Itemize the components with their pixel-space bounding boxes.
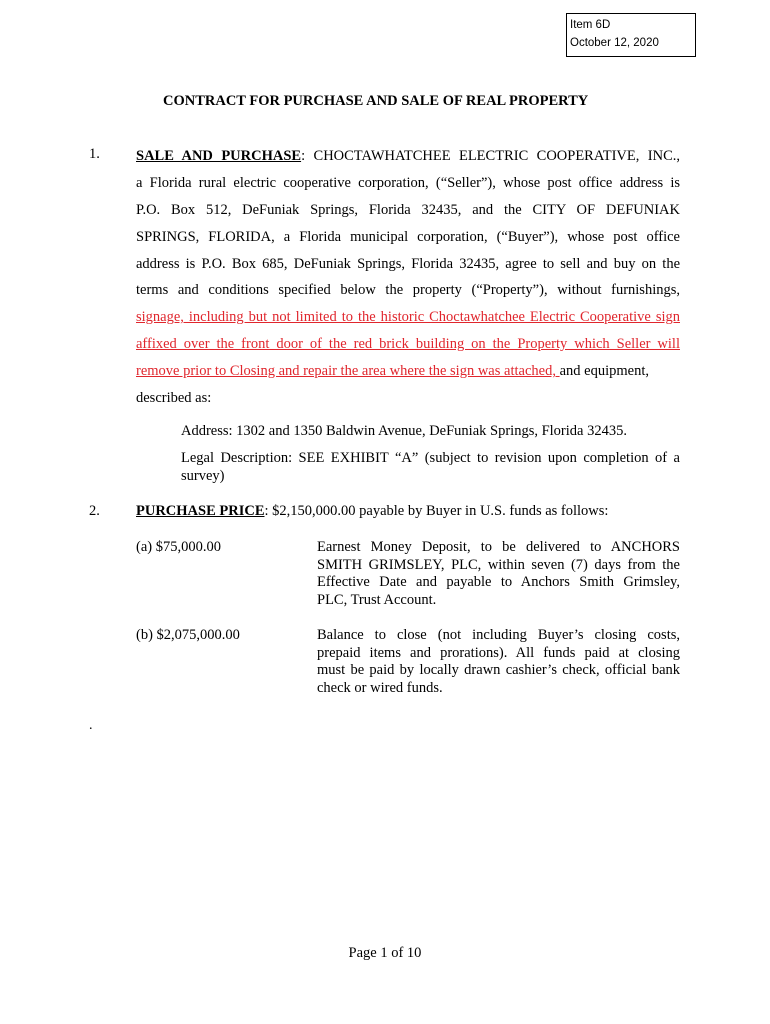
section-1-line: described as: (136, 390, 212, 407)
payment-a-label: (a) $75,000.00 (136, 539, 221, 555)
stray-mark: . (89, 718, 93, 733)
section-1-body (136, 143, 680, 412)
section-2-heading: PURCHASE PRICE (136, 503, 265, 519)
redline-insertion: affixed over the front door of the red brick building on the Property which Seller will (136, 336, 680, 353)
legal-description: Legal Description: SEE EXHIBIT “A” (subject to revision upon completion of a survey) (181, 450, 680, 484)
page-title: CONTRACT FOR PURCHASE AND SALE OF REAL PROPERTY (163, 93, 589, 109)
section-2-number: 2. (89, 503, 100, 519)
item-stamp-box (566, 13, 696, 57)
page-number: Page 1 of 10 (348, 945, 422, 961)
section-1-line: SPRINGS, FLORIDA, a Florida municipal corporation, (“Buyer”), whose post office (136, 228, 680, 245)
section-2-heading-line: PURCHASE PRICE: $2,150,000.00 payable by Buyer in U.S. funds as follows: (136, 503, 609, 519)
section-1-line: remove prior to Closing and repair the area where the sign was attached, and equipment, (136, 363, 649, 380)
property-address: Address: 1302 and 1350 Baldwin Avenue, DeFuniak Springs, Florida 32435. (181, 423, 627, 439)
stamp-item: Item 6D (570, 19, 611, 31)
payment-b-label: (b) $2,075,000.00 (136, 627, 240, 643)
redline-insertion: remove prior to Closing and repair the area where the sign was attached, (136, 363, 560, 380)
section-1-number: 1. (89, 146, 100, 162)
payment-b-description: Balance to close (not including Buyer’s closing costs, prepaid items and prorations). All funds paid at closing must be paid by locally drawn cashier’s check, official bank check or wired funds. (317, 627, 680, 696)
section-1-line: SALE AND PURCHASE: CHOCTAWHATCHEE ELECTRIC COOPERATIVE, INC., (136, 148, 680, 164)
redline-insertion: signage, including but not limited to the historic Choctawhatchee Electric Cooperative sign (136, 309, 680, 326)
stamp-date: October 12, 2020 (570, 37, 659, 49)
section-1-line: terms and conditions specified below the property (“Property”), without furnishings, (136, 282, 680, 299)
section-1-heading: SALE AND PURCHASE (136, 148, 302, 164)
section-1-line: address is P.O. Box 685, DeFuniak Springs, Florida 32435, agree to sell and buy on the (136, 255, 680, 272)
section-1-line: P.O. Box 512, DeFuniak Springs, Florida 32435, and the CITY OF DEFUNIAK (136, 201, 680, 218)
section-1-line: a Florida rural electric cooperative corporation, (“Seller”), whose post office address is (136, 174, 680, 191)
payment-a-description: Earnest Money Deposit, to be delivered to ANCHORS SMITH GRIMSLEY, PLC, within seven (7) days from the Effective Date and payable to Anchors Smith Grimsley, PLC, Trust Account. (317, 539, 680, 608)
